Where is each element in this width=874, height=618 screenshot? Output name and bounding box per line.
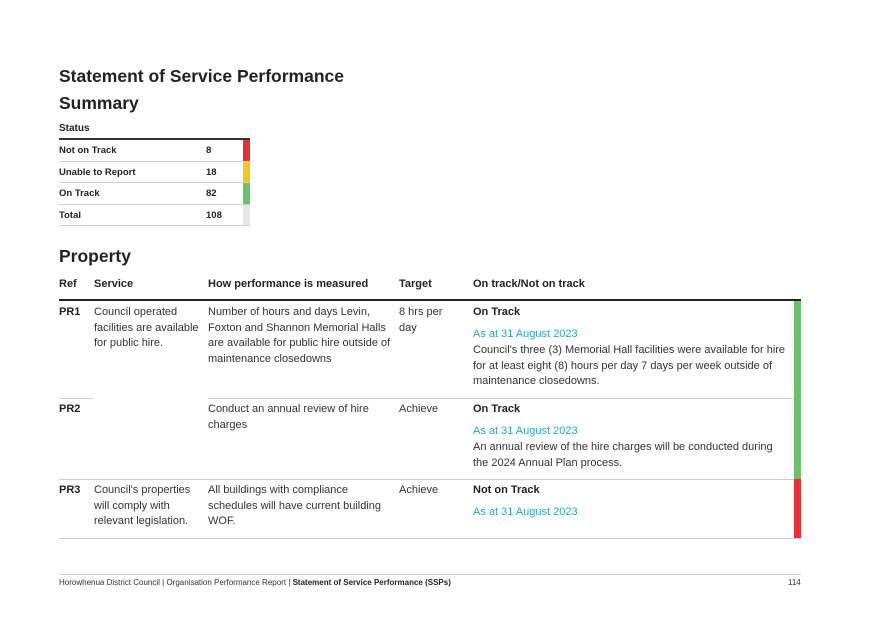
summary-row-value: 82 — [206, 188, 217, 199]
row-target: Achieve — [399, 484, 439, 496]
row-date: As at 31 August 2023 — [473, 506, 578, 518]
status-bar-pr3 — [794, 479, 801, 538]
summary-row — [59, 162, 250, 184]
summary-row-value: 18 — [206, 166, 217, 178]
footer — [59, 578, 451, 587]
row-date: As at 31 August 2023 — [473, 328, 578, 340]
row-service: Council's properties will comply with relevant legislation. — [94, 484, 191, 527]
summary-row-label: Not on Track — [59, 145, 117, 156]
row-comment: Council's three (3) Memorial Hall facilities were available for hire for at least eight (8) hours per day 7 days per week outside of maintenance closedowns. — [473, 344, 786, 387]
summary-row-label: Unable to Report — [59, 166, 136, 178]
row-ref: PR2 — [59, 403, 81, 415]
row-ref: PR3 — [59, 484, 81, 496]
row-status: On Track — [473, 306, 521, 318]
row-measure: All buildings with compliance schedules will have current building WOF. — [208, 484, 382, 527]
column-header-status: On track/Not on track — [473, 278, 585, 290]
row-status: Not on Track — [473, 484, 540, 496]
summary-row — [59, 140, 250, 162]
row-comment: An annual review of the hire charges will be conducted during the 2024 Annual Plan process. — [473, 441, 773, 469]
footer-divider — [59, 574, 801, 575]
footer-text: Horowhenua District Council | Organisation Performance Report | — [59, 578, 293, 587]
column-header-service: Service — [94, 278, 134, 290]
summary-heading: Summary — [59, 93, 139, 113]
row-target: Achieve — [399, 403, 439, 415]
row-divider — [59, 479, 794, 480]
row-status: On Track — [473, 403, 521, 415]
page-title: Statement of Service Performance — [59, 66, 344, 86]
status-color-swatch — [243, 140, 250, 161]
summary-row-value: 8 — [206, 145, 212, 156]
summary-total-row — [59, 205, 250, 227]
row-service: Council operated facilities are available for public hire. — [94, 306, 199, 349]
column-header-measure: How performance is measured — [208, 278, 369, 290]
row-target: 8 hrs per day — [399, 306, 443, 334]
row-divider — [208, 398, 794, 399]
status-color-swatch — [243, 205, 250, 226]
header-divider — [59, 299, 801, 301]
row-divider — [59, 538, 801, 539]
column-header-target: Target — [399, 278, 432, 290]
status-bar-pr1 — [794, 301, 801, 398]
summary-row-label: Total — [59, 209, 81, 221]
status-color-swatch — [243, 183, 250, 204]
status-color-swatch — [243, 162, 250, 183]
row-ref: PR1 — [59, 306, 81, 318]
summary-row-value: 108 — [206, 209, 222, 221]
row-divider — [59, 398, 94, 399]
column-header-ref: Ref — [59, 278, 77, 290]
status-bar-pr2 — [794, 398, 801, 479]
summary-status-header: Status — [59, 123, 90, 134]
summary-row — [59, 183, 250, 205]
summary-row-label: On Track — [59, 188, 100, 199]
footer-section-title: Statement of Service Performance (SSPs) — [292, 578, 451, 587]
summary-table — [59, 138, 250, 226]
row-measure: Number of hours and days Levin, Foxton and Shannon Memorial Halls are available for public hire outside of maintenance closedowns — [208, 306, 391, 365]
row-measure: Conduct an annual review of hire charges — [208, 403, 369, 431]
row-date: As at 31 August 2023 — [473, 425, 578, 437]
property-heading: Property — [59, 246, 131, 266]
page-number: 114 — [788, 578, 801, 587]
